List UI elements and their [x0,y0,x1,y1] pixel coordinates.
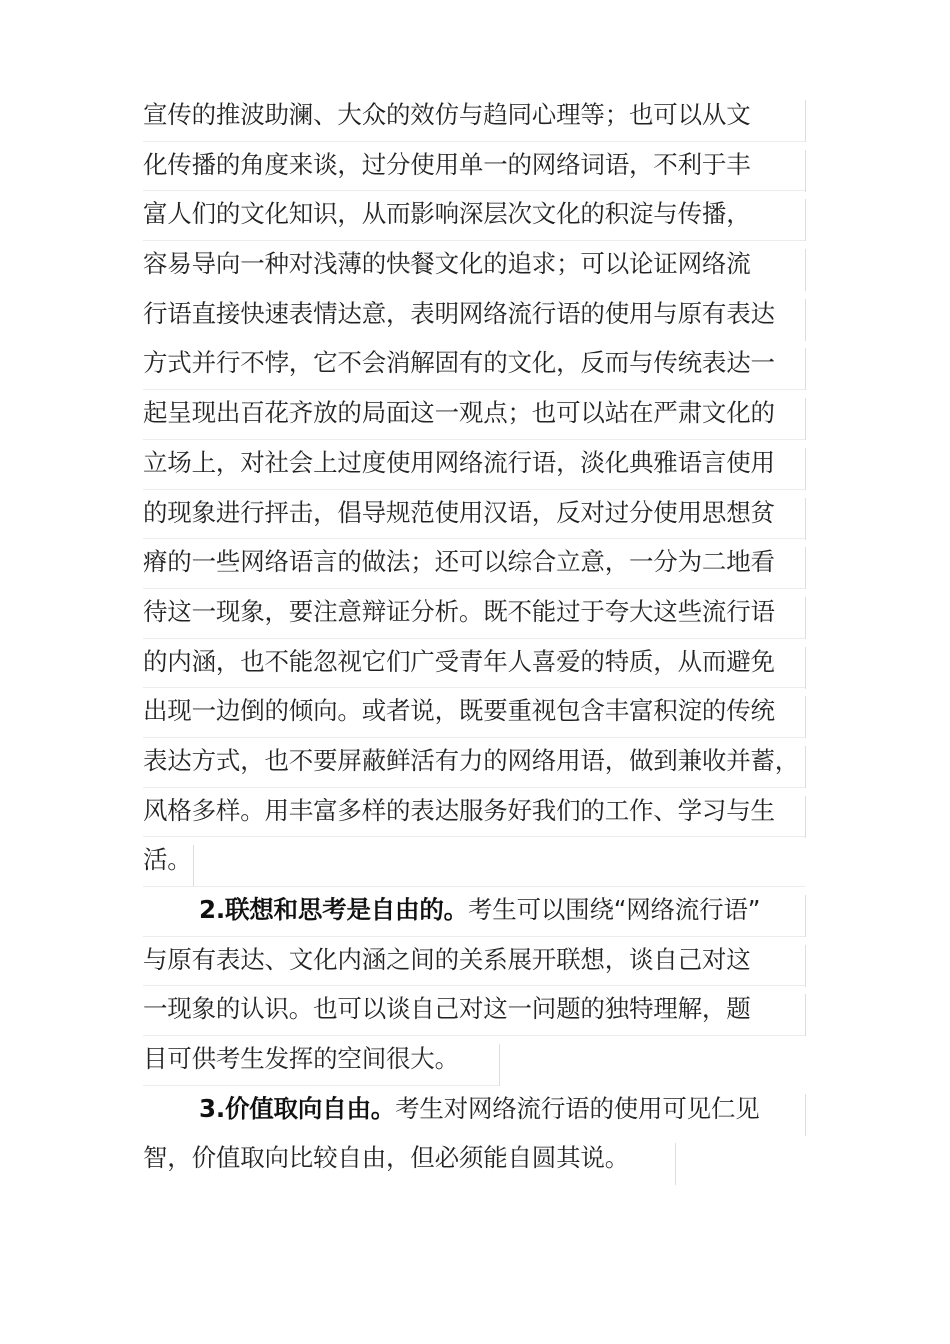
text-line: 容易导向一种对浅薄的快餐文化的追求；可以论证网络流 [143,239,808,289]
text-line: 起呈现出百花齐放的局面这一观点；也可以站在严肃文化的 [143,388,808,438]
document-body [143,90,808,1183]
text-line: 行语直接快速表情达意，表明网络流行语的使用与原有表达 [143,289,808,339]
text-line: 目可供考生发挥的空间很大。 [143,1034,808,1084]
text-line: 活。 [143,835,808,885]
text-line: 出现一边倒的倾向。或者说，既要重视包含丰富积淀的传统 [143,686,808,736]
paragraph-3 [143,1084,808,1183]
text-line: 待这一现象，要注意辩证分析。既不能过于夸大这些流行语 [143,587,808,637]
text-line: 瘠的一些网络语言的做法；还可以综合立意，一分为二地看 [143,537,808,587]
text-line: 化传播的角度来谈，过分使用单一的网络词语，不利于丰 [143,140,808,190]
text-line: 的现象进行抨击，倡导规范使用汉语，反对过分使用思想贫 [143,488,808,538]
section-heading: 2.联想和思考是自由的。 [199,895,468,924]
text-line: 风格多样。用丰富多样的表达服务好我们的工作、学习与生 [143,786,808,836]
text-line: 2.联想和思考是自由的。考生可以围绕“网络流行语” [143,885,808,935]
text-line: 方式并行不悖，它不会消解固有的文化，反而与传统表达一 [143,338,808,388]
paragraph-2 [143,885,808,1084]
text-line: 表达方式，也不要屏蔽鲜活有力的网络用语，做到兼收并蓄， [143,736,808,786]
text-line: 与原有表达、文化内涵之间的关系展开联想，谈自己对这 [143,935,808,985]
text-line: 的内涵，也不能忽视它们广受青年人喜爱的特质，从而避免 [143,637,808,687]
text-line: 3.价值取向自由。考生对网络流行语的使用可见仁见 [143,1084,808,1134]
text-line: 一现象的认识。也可以谈自己对这一问题的独特理解，题 [143,984,808,1034]
paragraph-1 [143,90,808,885]
section-heading: 3.价值取向自由。 [199,1093,396,1123]
text-line: 智，价值取向比较自由，但必须能自圆其说。 [143,1133,808,1183]
text-line: 富人们的文化知识，从而影响深层次文化的积淀与传播， [143,189,808,239]
text-line: 立场上，对社会上过度使用网络流行语，淡化典雅语言使用 [143,438,808,488]
text-line: 宣传的推波助澜、大众的效仿与趋同心理等；也可以从文 [143,90,808,140]
